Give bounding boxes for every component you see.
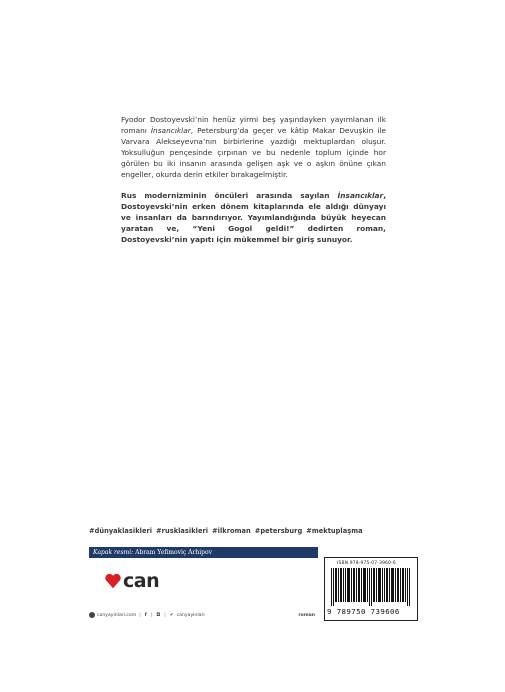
cover-credit-band: [89, 547, 318, 558]
globe-icon: [89, 612, 95, 618]
genre-label: roman: [298, 612, 315, 618]
divider: |: [139, 612, 141, 618]
hashtag: #petersburg: [254, 527, 303, 535]
publisher-logo-text: can: [123, 570, 160, 592]
publisher-footer: [89, 612, 315, 618]
blurb-text: [121, 115, 386, 256]
book-title-italic: İnsancıklar: [150, 125, 191, 135]
facebook-icon: f: [144, 612, 147, 618]
blurb-paragraph-2: Rus modernizminin öncüleri arasında sayılan İnsancıklar, Dostoyevski’nin erken dönem kitaplarında ele aldığı dünyayı ve insanları da barındırıyor. Yayımlandığında büyük heyecan yaratan ve, “Yeni Gogol geldi!” dedirten roman, Dostoyevski’nin yapıtı için mükemmel bir giriş sunuyor.: [121, 190, 386, 244]
isbn-number: ISBN 978-975-07-3960-6: [337, 561, 396, 566]
heart-icon: [104, 572, 122, 590]
hashtag: #ilkroman: [212, 527, 251, 535]
social-handle: canyayinlari: [176, 612, 205, 618]
blurb-paragraph-1: Fyodor Dostoyevski’nin henüz yirmi beş yaşındayken yayımlanan ilk romanı İnsancıklar, Petersburg’da geçer ve kâtip Makar Devuşkin ile Varvara Alekseyevna’nın birbirlerine yazdığı mektuplardan oluşur. Yoksulluğun pençesinde çırpınan ve bu nedenle toplum içinde hor görülen bu iki insanın arasında gelişen aşk ve o aşkın önüne çıkan engeller, okurda derin etkiler bırakagelmiştir.: [121, 115, 387, 179]
instagram-icon: ◘: [156, 612, 161, 618]
hashtag: #mektuplaşma: [306, 527, 363, 535]
cover-art-credit: Kapak resmi: Abram Yefimoviç Arhipov: [93, 549, 212, 556]
twitter-icon: ✔: [169, 612, 174, 618]
divider: |: [150, 612, 153, 618]
book-title-italic: İnsancıklar: [337, 190, 384, 200]
isbn-barcode: [324, 557, 418, 621]
publisher-logo: [104, 569, 159, 593]
hashtag-list: [89, 527, 419, 535]
barcode-bars: [331, 568, 411, 606]
hashtag: #dünyaklasikleri: [89, 527, 153, 535]
divider: |: [164, 612, 166, 618]
publisher-website: canyayinlari.com: [97, 612, 137, 618]
hashtag: #rusklasikleri: [156, 527, 209, 535]
barcode-digits: 9 789750 739606: [327, 607, 400, 616]
